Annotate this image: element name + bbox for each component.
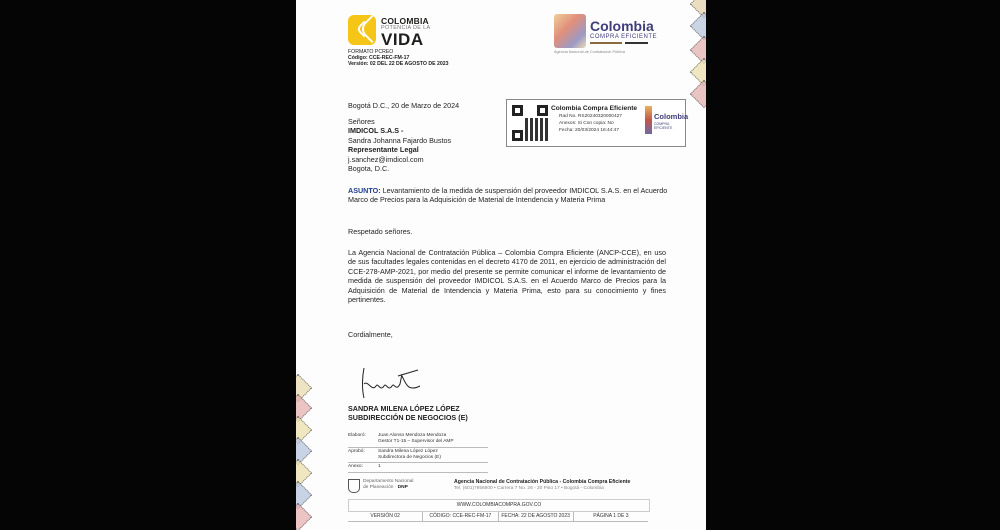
closing: Cordialmente, [348,330,393,339]
colombia-potencia-vida-logo: COLOMBIA POTENCIA DE LA VIDA [348,15,488,47]
footer-address: Tel. (601)7956600 • Carrera 7 No. 26 - 20 Piso 17 • Bogotá - Colombia [454,486,604,491]
recipient-role: Representante Legal [348,145,419,155]
subject-text: Levantamiento de la medida de suspensión del proveedor IMDICOL S.A.S. en el Acuerdo Marco de Precios para la Adquisición de Material de Intendencia y Materia Prima [348,186,668,205]
footer-version: VERSIÓN 02 [348,512,423,521]
approval-row: Anexo: 1 [348,463,488,473]
format-code: Código: CCE-REC-FM-17 [348,55,410,61]
colombia-compra-eficiente-logo: Colombia COMPRA EFICIENTE Agencia Nacional de Contratación Pública [554,14,684,54]
recipient-block [348,117,451,173]
filing-stamp: Colombia Compra Eficiente Rad No. RS20240320000427 Anexos: Si Con copia: No Fecha: 20/03/2024 16:44:47 Colombia COMPRA EFICIENTE [506,99,686,147]
subject-label: ASUNTO: [348,186,381,195]
cce-emblem-icon [645,106,652,134]
cce-stamp-logo: Colombia COMPRA EFICIENTE [645,104,679,140]
greeting: Respetado señores. [348,227,413,236]
divider [590,42,648,44]
approvals-table [348,432,488,473]
stamp-fecha: Fecha: 20/03/2024 16:44:47 [559,128,620,133]
stamp-anexos: Anexos: Si Con copia: No [559,121,614,126]
approval-row: Elaboró: Juan Alonso Mendoza Mendoza Gestor T1-15 – Supervisor del AMP [348,432,488,448]
qr-code-icon [512,105,548,141]
recipient-name: Sandra Johanna Fajardo Bustos [348,135,452,145]
decorative-pattern-icon [296,503,312,530]
recipient-email[interactable]: j.sanchez@imdicol.com [348,154,424,164]
signal-waves-icon [348,15,376,45]
footer-date: FECHA: 22 DE AGOSTO 2023 [499,512,574,521]
stamp-rad: Rad No. RS20240320000427 [559,114,622,119]
decorative-pattern-icon [690,80,706,108]
document-page: COLOMBIA POTENCIA DE LA VIDA FORMATO PCREO Código: CCE-REC-FM-17 Versión: 02 DEL 22 DE AGOSTO DE 2023 Colombia COMPRA EFICIENTE Agencia Nacional de Contratación Pública Bogotá D.C., 20 de Marzo de 2024 Señores IMDICOL S.A.S - Sandra Johanna Fajardo Bustos Representante Legal j.sanchez@imdicol.com Bogota, D.C. Colombia Compra Eficiente Rad No. RS20240320000427 Anexos: Si Con copia: No Fecha: 20/03/2024 16:44:47 Colombia COMPRA EFICIENTE ASUNTO: Levantamiento de la medida de suspensión del proveedor IMDICOL S.A.S. en el Acuerdo Marco de Precios para la Adquisición de Material de Intendencia y Materia Prima Respetado señores. La Agencia Nacional de Contratación Pública – Colombia Compra Eficiente (ANCP-CCE), en uso de sus facultades legales contenidas en el decreto 4170 de 2011, en ejercicio de administración del CCE-278-AMP-2021, por medio del presente se permite comunicar el informe de levantamiento de medida de suspensión del proveedor IMDICOL S.A.S. en el Acuerdo Marco de Precios para la Adquisición de Material de Intendencia y Materia Prima, esto para su conocimiento y fines pertinentes. Cordialmente, SANDRA MILENA LÓPEZ LÓPEZ SUBDIRECCIÓN DE NEGOCIOS (E) Elaboró: Juan Alonso Mendoza Mendoza Gestor T1-15 – Supervisor del AMP Aprobó: Sandra Milena López López Subdirectora de Negocios (E) Anexo: 1 Departamento Nacional de Planeación · DNP Agencia Nacional de Contratación Pública - Colombia Compra Eficiente Tel. (601)7956600 • Carrera 7 No. 26 - 20 Piso 17 • Bogotá - Colombia WWW.COLOMBIACOMPRA.GOV.CO VERSIÓN 02 CÓDIGO: CCE-REC-FM-17 FECHA: 22 DE AGOSTO 2023 PÁGINA 1 DE 3 [296,0,706,530]
signer-name: SANDRA MILENA LÓPEZ LÓPEZ [348,404,460,413]
recipient-salutation: Señores [348,117,375,126]
cce-emblem-icon [554,14,586,48]
footer-website[interactable]: WWW.COLOMBIACOMPRA.GOV.CO [348,499,650,512]
subject-line [348,186,668,205]
footer-agency: Agencia Nacional de Contratación Pública - Colombia Compra Eficiente [454,479,631,485]
footer-code: CÓDIGO: CCE-REC-FM-17 [423,512,498,521]
recipient-city: Bogota, D.C. [348,163,390,173]
approval-row: Aprobó: Sandra Milena López López Subdirectora de Negocios (E) [348,448,488,464]
letter-body: La Agencia Nacional de Contratación Pública – Colombia Compra Eficiente (ANCP-CCE), en uso de sus facultades legales contenidas en el decreto 4170 de 2011, en ejercicio de administración del CCE-278-AMP-2021, por medio del presente se permite comunicar el informe de levantamiento de medida de suspensión del proveedor IMDICOL S.A.S. en el Acuerdo Marco de Precios para la Adquisición de Material de Intendencia y Materia Prima, esto para su conocimiento y fines pertinentes. [348,248,666,305]
format-version: Versión: 02 DEL 22 DE AGOSTO DE 2023 [348,61,449,67]
letter-date: Bogotá D.C., 20 de Marzo de 2024 [348,101,460,110]
coat-of-arms-icon [348,479,360,493]
format-title: FORMATO PCREO [348,49,394,55]
footer-page: PÁGINA 1 DE 3 [593,513,629,519]
footer-doc-info [348,512,648,522]
signer-title: SUBDIRECCIÓN DE NEGOCIOS (E) [348,413,468,422]
signature-image [358,362,428,402]
recipient-company: IMDICOL S.A.S - [348,126,404,136]
